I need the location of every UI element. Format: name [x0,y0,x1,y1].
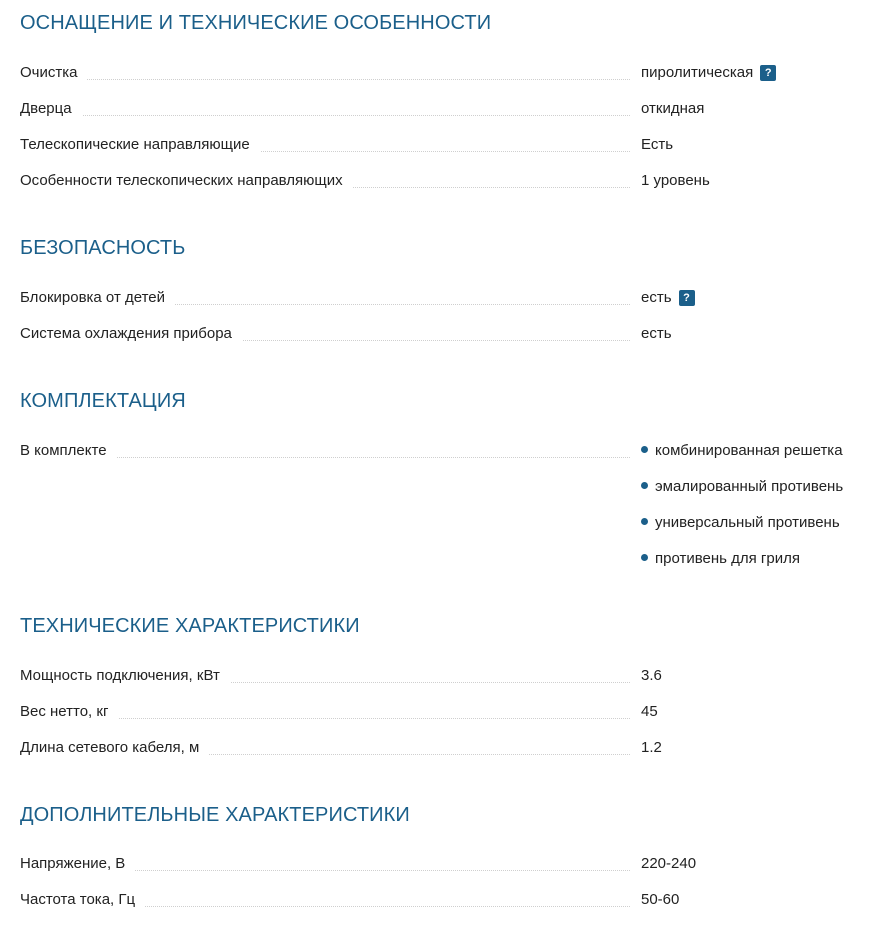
spec-row-cooling-system [20,323,865,345]
spec-value-text: пиролитическая [641,64,754,81]
spec-label: Напряжение, В [20,853,135,875]
spec-label: Телескопические направляющие [20,134,260,156]
spec-value: откидная [641,100,705,117]
spec-label: Частота тока, Гц [20,889,145,911]
spec-value: 1.2 [641,739,662,756]
list-item [641,476,843,498]
spec-value: 50-60 [641,891,680,908]
section-title-additional: ДОПОЛНИТЕЛЬНЫЕ ХАРАКТЕРИСТИКИ [20,804,410,826]
spec-value: 3.6 [641,667,662,684]
spec-row-voltage [20,853,865,875]
spec-label: Особенности телескопических направляющих [20,170,353,192]
help-icon[interactable]: ? [679,290,695,306]
spec-row-power [20,665,865,687]
list-item-text: эмалированный противень [655,478,844,495]
list-item-text: универсальный противень [655,514,840,531]
list-item-text: комбинированная решетка [655,442,843,459]
section-title-package: КОМПЛЕКТАЦИЯ [20,390,186,412]
spec-value [641,287,695,309]
spec-value-text: есть [641,289,672,306]
spec-row-cable-length [20,737,865,759]
spec-row-frequency [20,889,865,911]
bullet-icon [641,554,648,561]
spec-value: 1 уровень [641,172,710,189]
section-title-safety: БЕЗОПАСНОСТЬ [20,237,186,259]
bullet-icon [641,518,648,525]
spec-label: Блокировка от детей [20,287,175,309]
spec-label: Вес нетто, кг [20,701,118,723]
spec-row-weight [20,701,865,723]
spec-value: Есть [641,136,674,153]
spec-row-door [20,98,865,120]
spec-label: Длина сетевого кабеля, м [20,737,209,759]
spec-label: Дверца [20,98,82,120]
list-item [641,440,843,462]
spec-label: В комплекте [20,440,117,462]
spec-row-child-lock [20,287,865,309]
help-icon[interactable]: ? [760,65,776,81]
bullet-icon [641,482,648,489]
spec-row-telescopic-features [20,170,865,192]
list-item [641,512,840,534]
spec-value: 220-240 [641,855,697,872]
list-item [641,548,800,570]
list-item-text: противень для гриля [655,550,800,567]
spec-label: Очистка [20,62,87,84]
spec-row-cleaning [20,62,865,84]
spec-label: Мощность подключения, кВт [20,665,230,687]
spec-value: 45 [641,703,658,720]
section-title-technical: ТЕХНИЧЕСКИЕ ХАРАКТЕРИСТИКИ [20,615,360,637]
section-title-equipment: ОСНАЩЕНИЕ И ТЕХНИЧЕСКИЕ ОСОБЕННОСТИ [20,12,492,34]
dotted-leader [20,79,630,80]
spec-label: Система охлаждения прибора [20,323,242,345]
spec-value [641,62,776,84]
bullet-icon [641,446,648,453]
spec-row-telescopic-guides [20,134,865,156]
dotted-leader [20,115,630,116]
spec-value: есть [641,325,672,342]
